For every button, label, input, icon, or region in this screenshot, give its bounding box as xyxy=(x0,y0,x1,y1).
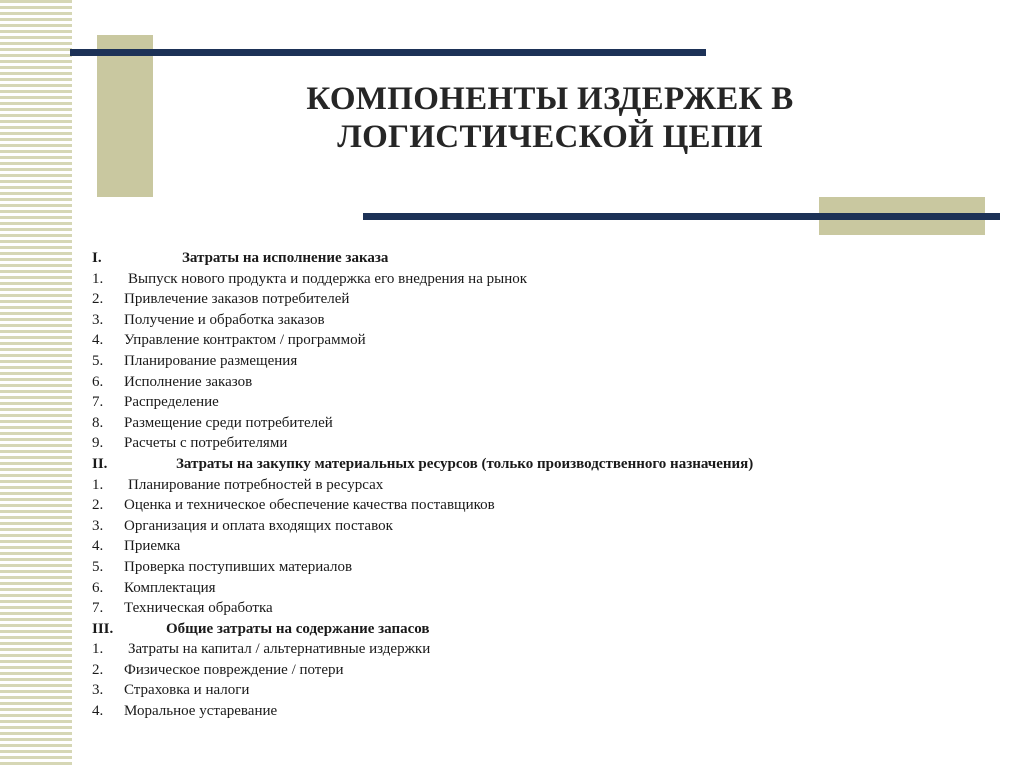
item-text: Привлечение заказов потребителей xyxy=(124,291,350,308)
item-number: 1. xyxy=(92,641,104,658)
decorative-line-top xyxy=(70,49,706,56)
item-number: 8. xyxy=(92,414,104,431)
list-item xyxy=(92,475,992,496)
item-text: Физическое повреждение / потери xyxy=(124,661,344,678)
item-text: Страховка и налоги xyxy=(124,682,250,699)
item-number: 1. xyxy=(92,476,104,493)
item-number: 2. xyxy=(92,661,104,678)
list-item xyxy=(92,372,992,393)
section-numeral: II. xyxy=(92,455,108,472)
list-item xyxy=(92,680,992,701)
item-number: 3. xyxy=(92,311,104,328)
list-item xyxy=(92,557,992,578)
item-number: 9. xyxy=(92,435,104,452)
section-numeral: III. xyxy=(92,620,114,637)
list-item xyxy=(92,701,992,722)
section-heading xyxy=(92,248,992,269)
decorative-line-bottom xyxy=(363,213,1000,220)
item-text: Расчеты с потребителями xyxy=(124,435,288,452)
item-text: Планирование размещения xyxy=(124,352,298,369)
decorative-block-left xyxy=(97,35,153,197)
item-number: 1. xyxy=(92,270,104,287)
cost-components-list xyxy=(92,248,992,722)
decorative-stripes xyxy=(0,0,72,767)
item-text: Планирование потребностей в ресурсах xyxy=(128,476,384,493)
item-number: 4. xyxy=(92,332,104,349)
item-text: Управление контрактом / программой xyxy=(124,332,366,349)
list-item xyxy=(92,392,992,413)
list-item xyxy=(92,289,992,310)
page-title-line1: КОМПОНЕНТЫ ИЗДЕРЖЕК В xyxy=(306,81,794,117)
item-text: Приемка xyxy=(124,538,181,555)
item-number: 4. xyxy=(92,538,104,555)
item-text: Организация и оплата входящих поставок xyxy=(124,517,393,534)
list-item xyxy=(92,495,992,516)
section-title: Общие затраты на содержание запасов xyxy=(166,620,430,637)
list-item xyxy=(92,578,992,599)
list-item xyxy=(92,536,992,557)
page-title xyxy=(250,80,850,156)
list-item xyxy=(92,516,992,537)
item-number: 7. xyxy=(92,394,104,411)
section-heading xyxy=(92,619,992,640)
section-title: Затраты на закупку материальных ресурсов (только производственного назначения) xyxy=(176,455,754,472)
list-item xyxy=(92,310,992,331)
list-item xyxy=(92,660,992,681)
list-item xyxy=(92,269,992,290)
item-number: 7. xyxy=(92,600,104,617)
item-text: Моральное устаревание xyxy=(124,703,278,720)
section-heading xyxy=(92,454,992,475)
item-text: Выпуск нового продукта и поддержка его внедрения на рынок xyxy=(128,270,528,287)
item-text: Затраты на капитал / альтернативные издержки xyxy=(128,641,431,658)
item-text: Комплектация xyxy=(124,579,216,596)
item-number: 5. xyxy=(92,558,104,575)
item-text: Оценка и техническое обеспечение качества поставщиков xyxy=(124,497,495,514)
list-item xyxy=(92,433,992,454)
item-number: 2. xyxy=(92,497,104,514)
item-number: 6. xyxy=(92,373,104,390)
list-item xyxy=(92,351,992,372)
section-title: Затраты на исполнение заказа xyxy=(182,250,389,266)
item-number: 2. xyxy=(92,291,104,308)
list-item xyxy=(92,598,992,619)
page-title-line2: ЛОГИСТИЧЕСКОЙ ЦЕПИ xyxy=(337,119,763,155)
item-number: 3. xyxy=(92,517,104,534)
item-text: Исполнение заказов xyxy=(124,373,253,390)
item-text: Получение и обработка заказов xyxy=(124,311,325,328)
item-text: Проверка поступивших материалов xyxy=(124,558,353,575)
list-item xyxy=(92,639,992,660)
item-number: 6. xyxy=(92,579,104,596)
list-item xyxy=(92,413,992,434)
item-text: Размещение среди потребителей xyxy=(124,414,333,431)
item-number: 4. xyxy=(92,703,104,720)
list-item xyxy=(92,330,992,351)
item-number: 5. xyxy=(92,352,104,369)
item-text: Техническая обработка xyxy=(124,600,273,617)
section-numeral: I. xyxy=(92,250,102,266)
item-number: 3. xyxy=(92,682,104,699)
item-text: Распределение xyxy=(124,394,219,411)
